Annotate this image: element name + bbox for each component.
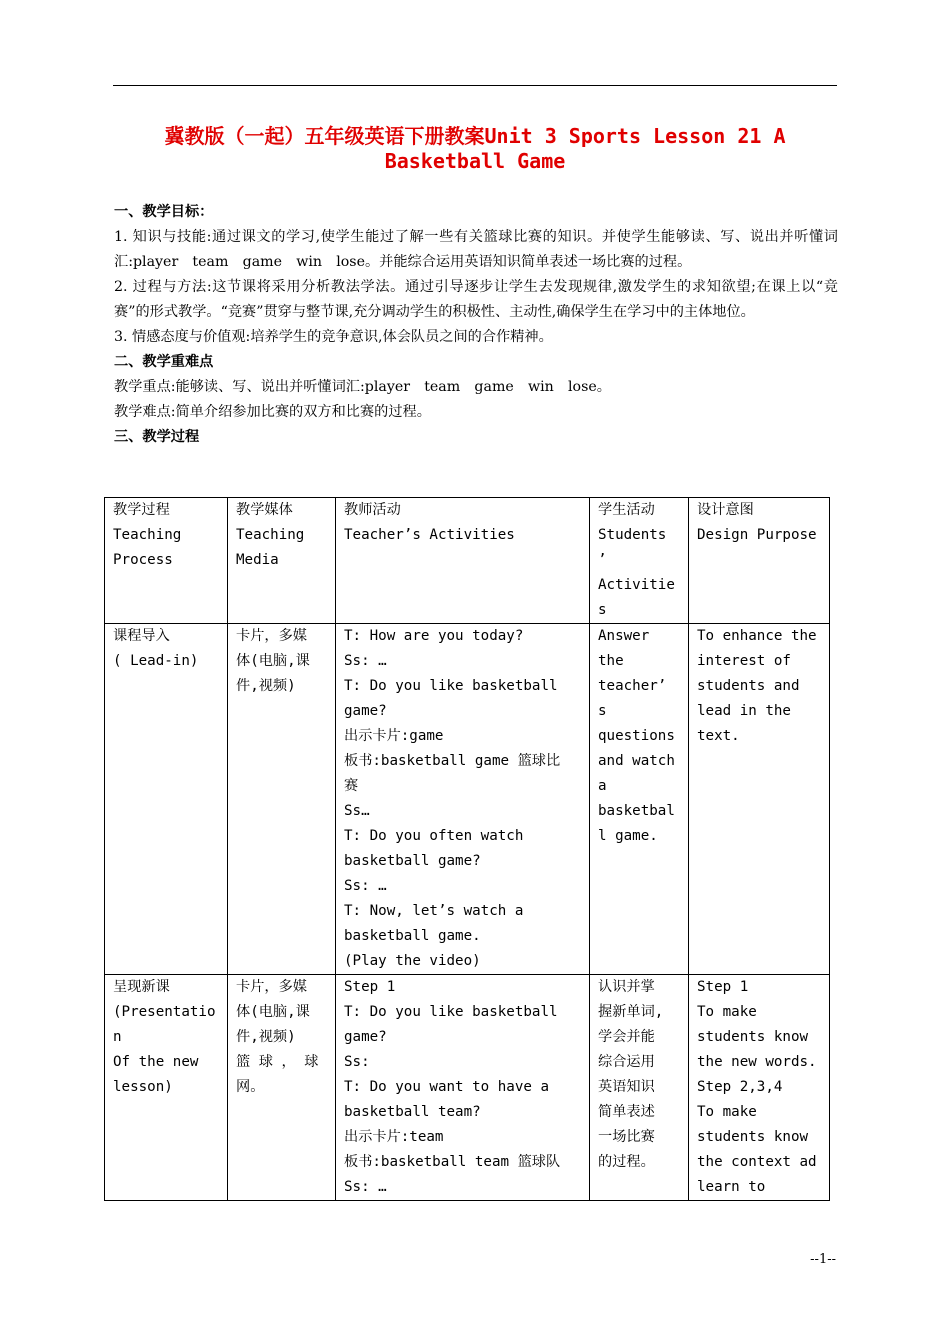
teacher-activity-cell bbox=[336, 624, 590, 975]
cell-line: the new words. bbox=[697, 1054, 817, 1070]
page-number: --1-- bbox=[810, 1252, 836, 1267]
cell-line: T: Do you often watch bbox=[344, 828, 524, 844]
cell-line: 板书:basketball game 篮球比 bbox=[344, 753, 561, 769]
document-title bbox=[100, 124, 850, 174]
cell-line: 一场比赛 bbox=[598, 1129, 655, 1145]
title-line-2: Basketball Game bbox=[384, 149, 566, 173]
cell-line: 篮 球 ， 球 bbox=[236, 1054, 319, 1070]
cell-line: 认识并掌 bbox=[598, 979, 655, 995]
header-cell bbox=[590, 498, 689, 624]
document-body bbox=[114, 200, 838, 450]
header-cell bbox=[336, 498, 590, 624]
cell-line: T: Do you like basketball bbox=[344, 678, 558, 694]
design-purpose-cell bbox=[689, 624, 830, 975]
cell-line: Teaching bbox=[236, 527, 305, 543]
cell-line: students know bbox=[697, 1129, 809, 1145]
cell-line: teacher’ bbox=[598, 678, 667, 694]
objective-2: 2. 过程与方法:这节课将采用分析教法学法。通过引导逐步让学生去发现规律,激发学生的求知欲望;在课上以“竞赛”的形式教学。“竞赛”贯穿与整节课,充分调动学生的积极性、主动性,确保学生在学习中的主体地位。 bbox=[114, 279, 838, 320]
media-cell bbox=[228, 975, 336, 1201]
cell-line: 学会并能 bbox=[598, 1029, 655, 1045]
stage-cell bbox=[105, 624, 228, 975]
cell-line: a bbox=[598, 778, 607, 794]
header-rule bbox=[113, 85, 837, 86]
teacher-activity-cell bbox=[336, 975, 590, 1201]
cell-line: 教学媒体 bbox=[236, 502, 293, 518]
cell-line: interest of bbox=[697, 653, 791, 669]
cell-line: 出示卡片:team bbox=[344, 1129, 444, 1145]
header-cell bbox=[689, 498, 830, 624]
cell-line: 的过程。 bbox=[598, 1154, 655, 1170]
cell-line: 教学过程 bbox=[113, 502, 170, 518]
difficulty: 教学难点:简单介绍参加比赛的双方和比赛的过程。 bbox=[114, 404, 431, 420]
cell-line: n bbox=[113, 1029, 122, 1045]
title-cn: 冀教版（一起）五年级英语下册教案 bbox=[164, 124, 485, 148]
cell-line: basketball team? bbox=[344, 1104, 481, 1120]
cell-line: 呈现新课 bbox=[113, 979, 170, 995]
cell-line: Activitie bbox=[598, 577, 675, 593]
cell-line: 出示卡片:game bbox=[344, 728, 444, 744]
cell-line: the bbox=[598, 653, 624, 669]
cell-line: Of the new bbox=[113, 1054, 199, 1070]
cell-line: 卡片，多媒 bbox=[236, 628, 307, 644]
cell-line: Ss: … bbox=[344, 1179, 387, 1195]
cell-line: lesson) bbox=[113, 1079, 173, 1095]
cell-line: basketball game. bbox=[344, 928, 481, 944]
table-row bbox=[105, 624, 830, 975]
cell-line: Ss: … bbox=[344, 653, 387, 669]
cell-line: Teaching bbox=[113, 527, 182, 543]
cell-line: 综合运用 bbox=[598, 1054, 655, 1070]
cell-line: Process bbox=[113, 552, 173, 568]
cell-line: 件,视频) bbox=[236, 1029, 296, 1045]
objective-3: 3. 情感态度与价值观:培养学生的竞争意识,体会队员之间的合作精神。 bbox=[114, 329, 553, 345]
stage-cell bbox=[105, 975, 228, 1201]
title-line-1 bbox=[100, 124, 850, 149]
cell-line: Media bbox=[236, 552, 279, 568]
cell-line: lead in the bbox=[697, 703, 791, 719]
cell-line: T: Do you want to have a bbox=[344, 1079, 549, 1095]
cell-line: 英语知识 bbox=[598, 1079, 655, 1095]
cell-line: T: Do you like basketball bbox=[344, 1004, 558, 1020]
cell-line: ’ bbox=[598, 552, 607, 568]
cell-line: (Presentatio bbox=[113, 1004, 216, 1020]
title-en: Unit 3 Sports Lesson 21 A bbox=[484, 124, 786, 148]
cell-line: students know bbox=[697, 1029, 809, 1045]
keypoint: 教学重点:能够读、写、说出并听懂词汇:player team game win lose。 bbox=[114, 379, 611, 395]
cell-line: learn to bbox=[697, 1179, 766, 1195]
cell-line: Step 2,3,4 bbox=[697, 1079, 783, 1095]
cell-line: T: How are you today? bbox=[344, 628, 524, 644]
cell-line: game? bbox=[344, 703, 387, 719]
cell-line: T: Now, let’s watch a bbox=[344, 903, 524, 919]
cell-line: s bbox=[598, 703, 607, 719]
student-activity-cell bbox=[590, 624, 689, 975]
cell-line: basketball game? bbox=[344, 853, 481, 869]
cell-line: ( Lead-in) bbox=[113, 653, 199, 669]
cell-line: 课程导入 bbox=[113, 628, 170, 644]
keypoints-heading: 二、教学重难点 bbox=[114, 354, 214, 370]
media-cell bbox=[228, 624, 336, 975]
cell-line: questions bbox=[598, 728, 675, 744]
cell-line: 卡片，多媒 bbox=[236, 979, 307, 995]
objectives-heading: 一、教学目标： bbox=[114, 204, 214, 220]
cell-line: To make bbox=[697, 1004, 757, 1020]
table-header-row bbox=[105, 498, 830, 624]
cell-line: 网。 bbox=[236, 1079, 265, 1095]
cell-line: Design Purpose bbox=[697, 527, 817, 543]
cell-line: 教师活动 bbox=[344, 502, 401, 518]
cell-line: 学生活动 bbox=[598, 502, 655, 518]
cell-line: 体(电脑,课 bbox=[236, 1004, 310, 1020]
cell-line: basketbal bbox=[598, 803, 675, 819]
cell-line: 简单表述 bbox=[598, 1104, 655, 1120]
cell-line: s bbox=[598, 602, 607, 618]
cell-line: Answer bbox=[598, 628, 650, 644]
cell-line: 件,视频) bbox=[236, 678, 296, 694]
cell-line: 握新单词, bbox=[598, 1004, 664, 1020]
cell-line: To enhance the bbox=[697, 628, 817, 644]
cell-line: Teacher’s Activities bbox=[344, 527, 515, 543]
cell-line: and watch bbox=[598, 753, 675, 769]
cell-line: Ss: bbox=[344, 1054, 370, 1070]
teaching-process-table bbox=[104, 497, 830, 1201]
cell-line: 设计意图 bbox=[697, 502, 754, 518]
header-cell bbox=[105, 498, 228, 624]
cell-line: (Play the video) bbox=[344, 953, 481, 969]
cell-line: l game. bbox=[598, 828, 658, 844]
cell-line: Step 1 bbox=[697, 979, 749, 995]
cell-line: To make bbox=[697, 1104, 757, 1120]
design-purpose-cell bbox=[689, 975, 830, 1201]
cell-line: Step 1 bbox=[344, 979, 396, 995]
cell-line: 赛 bbox=[344, 778, 359, 794]
objective-1: 1. 知识与技能:通过课文的学习,使学生能过了解一些有关篮球比赛的知识。并使学生能够读、写、说出并听懂词汇:player team game win lose。并能综合运用英语知识简单表述一场比赛的过程。 bbox=[114, 229, 838, 270]
cell-line: text. bbox=[697, 728, 740, 744]
process-heading: 三、教学过程 bbox=[114, 429, 200, 445]
cell-line: Ss… bbox=[344, 803, 370, 819]
table-row bbox=[105, 975, 830, 1201]
header-cell bbox=[228, 498, 336, 624]
cell-line: students and bbox=[697, 678, 800, 694]
cell-line: 体(电脑,课 bbox=[236, 653, 310, 669]
cell-line: 板书:basketball team 篮球队 bbox=[344, 1154, 561, 1170]
cell-line: Ss: … bbox=[344, 878, 387, 894]
cell-line: game? bbox=[344, 1029, 387, 1045]
student-activity-cell bbox=[590, 975, 689, 1201]
cell-line: the context ad bbox=[697, 1154, 817, 1170]
cell-line: Students bbox=[598, 527, 667, 543]
